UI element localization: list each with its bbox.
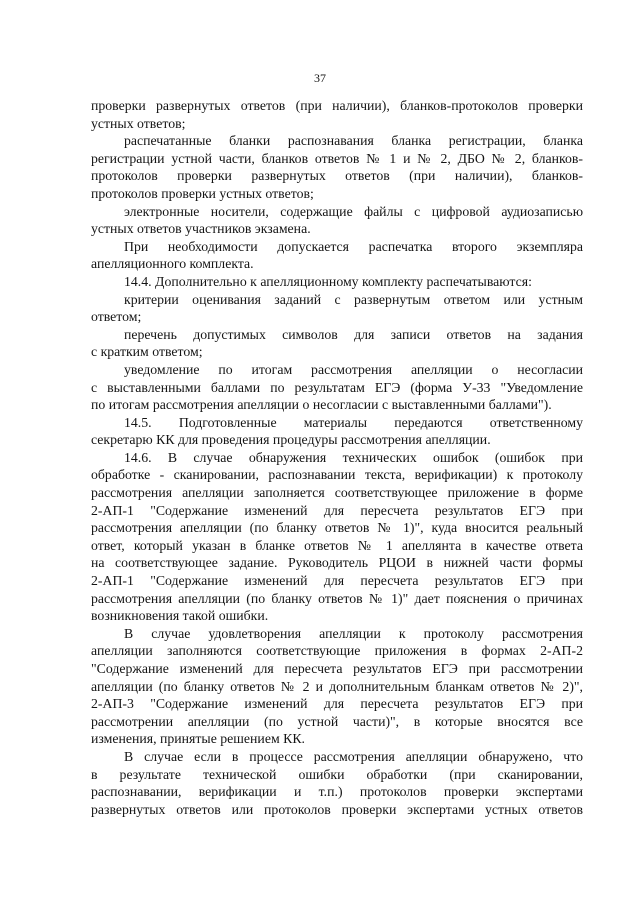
paragraph bbox=[91, 238, 583, 273]
text-line: В случае если в процессе рассмотрения апелляции обнаружено, что bbox=[124, 748, 583, 764]
paragraph bbox=[91, 291, 583, 326]
paragraph bbox=[91, 449, 583, 625]
text-line: В случае удовлетворения апелляции к протоколу рассмотрения bbox=[124, 625, 583, 641]
text-line: 14.6. В случае обнаружения технических ошибок (ошибок при bbox=[124, 449, 583, 465]
text-line: 2-АП-1 "Содержание изменений для пересчета результатов ЕГЭ при bbox=[91, 573, 583, 589]
text-line: проверки развернутых ответов (при наличии), бланков-протоколов проверки bbox=[91, 98, 583, 113]
text-line: 2-АП-1 "Содержание изменений для пересчета результатов ЕГЭ при bbox=[91, 502, 583, 518]
text-line: рассмотрения апелляции заполняется соответствующее приложение в форме bbox=[91, 485, 583, 501]
text-line: При необходимости допускается распечатка второго экземпляра bbox=[124, 238, 583, 254]
text-line: возникновения такой ошибки. bbox=[91, 608, 269, 624]
text-line: распечатанные бланки распознавания бланка регистрации, бланка bbox=[124, 133, 583, 149]
text-line: распознавании, верификации и т.п.) протоколов проверки экспертами bbox=[91, 784, 583, 800]
text-line: уведомление по итогам рассмотрения апелляции о несогласии bbox=[124, 361, 583, 377]
text-line: апелляционного комплекта. bbox=[91, 256, 254, 272]
text-line: устных ответов участников экзамена. bbox=[91, 221, 311, 237]
text-line: обработке - сканировании, распознавании текста, верификации) к протоколу bbox=[91, 467, 583, 483]
text-line: 2-АП-3 "Содержание изменений для пересчета результатов ЕГЭ при bbox=[91, 696, 583, 712]
text-line: регистрации устной части, бланков ответов № 1 и № 2, ДБО № 2, бланков- bbox=[91, 150, 583, 166]
paragraph bbox=[91, 625, 583, 748]
text-line: секретарю КК для проведения процедуры рассмотрения апелляции. bbox=[91, 432, 491, 448]
text-line: с выставленными баллами по результатам ЕГЭ (форма У-33 "Уведомление bbox=[91, 379, 583, 395]
text-line: электронные носители, содержащие файлы с цифровой аудиозаписью bbox=[124, 203, 583, 219]
paragraph bbox=[91, 326, 583, 361]
text-line: рассмотрении апелляции (по устной части)", в которые вносятся все bbox=[91, 713, 583, 729]
paragraph bbox=[91, 414, 583, 449]
paragraph bbox=[91, 273, 583, 291]
text-line: рассмотрения апелляции (по бланку ответов № 1)" дает пояснения о причинах bbox=[91, 590, 583, 606]
document-body bbox=[91, 97, 583, 818]
paragraph bbox=[91, 97, 583, 132]
text-line: развернутых ответов или протоколов проверки экспертами устных ответов bbox=[91, 801, 583, 817]
paragraph bbox=[91, 132, 583, 202]
text-line: 14.5. Подготовленные материалы передаются ответственному bbox=[124, 414, 583, 430]
paragraph bbox=[91, 361, 583, 414]
page-number: 37 bbox=[314, 71, 326, 85]
paragraph bbox=[91, 203, 583, 238]
text-line: ответом; bbox=[91, 309, 142, 325]
text-line: на соответствующее задание. Руководитель РЦОИ в нижней части формы bbox=[91, 555, 583, 571]
text-line: ответ, который указан в бланке ответов № 1 апеллянта в качестве ответа bbox=[91, 537, 583, 553]
text-line: протоколов проверки развернутых ответов (при наличии), бланков- bbox=[91, 168, 583, 184]
paragraph bbox=[91, 748, 583, 818]
text-line: по итогам рассмотрения апелляции о несогласии с выставленными баллами"). bbox=[91, 397, 552, 413]
text-line: перечень допустимых символов для записи ответов на задания bbox=[124, 326, 583, 342]
text-line: изменения, принятые решением КК. bbox=[91, 731, 305, 747]
text-line: рассмотрения апелляции (по бланку ответов № 1)", куда вносится реальный bbox=[91, 520, 583, 536]
text-line: критерии оценивания заданий с развернутым ответом или устным bbox=[124, 291, 583, 307]
text-line: в результате технической ошибки обработки (при сканировании, bbox=[91, 766, 583, 782]
text-line: устных ответов; bbox=[91, 115, 186, 131]
text-line: с кратким ответом; bbox=[91, 344, 203, 360]
text-line: апелляции заполняются соответствующие приложения в формах 2-АП-2 bbox=[91, 643, 583, 659]
text-line: 14.4. Дополнительно к апелляционному комплекту распечатываются: bbox=[124, 273, 532, 289]
text-line: "Содержание изменений для пересчета результатов ЕГЭ при рассмотрении bbox=[91, 661, 583, 676]
text-line: апелляции (по бланку ответов № 2 и дополнительным бланкам ответов № 2)", bbox=[91, 678, 583, 694]
text-line: протоколов проверки устных ответов; bbox=[91, 185, 314, 201]
